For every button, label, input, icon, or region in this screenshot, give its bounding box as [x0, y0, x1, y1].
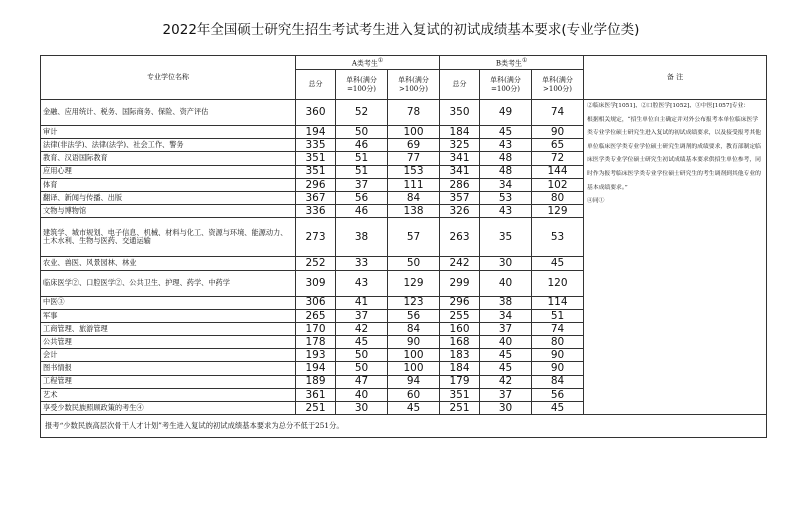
score-b-total: 160 — [440, 322, 480, 335]
score-a-single100: 52 — [336, 100, 388, 126]
group-b-header: B类考生① — [440, 56, 584, 70]
score-a-total: 306 — [296, 296, 336, 309]
score-a-single100: 41 — [336, 296, 388, 309]
score-b-single-over100: 120 — [532, 270, 584, 296]
subject-cell: 应用心理 — [41, 165, 296, 178]
score-a-single100: 40 — [336, 388, 388, 401]
score-a-total: 251 — [296, 402, 336, 415]
score-b-single-over100: 65 — [532, 139, 584, 152]
score-a-single100: 50 — [336, 126, 388, 139]
score-b-single-over100: 80 — [532, 191, 584, 204]
score-a-total: 361 — [296, 388, 336, 401]
subject-cell: 会计 — [41, 349, 296, 362]
score-a-single100: 47 — [336, 375, 388, 388]
score-b-total: 341 — [440, 165, 480, 178]
score-b-single100: 37 — [480, 322, 532, 335]
score-b-single100: 30 — [480, 257, 532, 270]
score-b-total: 299 — [440, 270, 480, 296]
score-a-single-over100: 94 — [388, 375, 440, 388]
score-a-total: 252 — [296, 257, 336, 270]
score-table — [40, 55, 767, 438]
score-a-single100: 46 — [336, 205, 388, 218]
score-a-total: 335 — [296, 139, 336, 152]
score-b-single-over100: 114 — [532, 296, 584, 309]
score-a-total: 273 — [296, 218, 336, 257]
score-a-single-over100: 60 — [388, 388, 440, 401]
score-a-total: 351 — [296, 165, 336, 178]
table-row — [41, 100, 767, 126]
score-b-total: 184 — [440, 362, 480, 375]
score-b-total: 179 — [440, 375, 480, 388]
score-a-single100: 50 — [336, 349, 388, 362]
score-b-total: 296 — [440, 296, 480, 309]
score-a-single100: 33 — [336, 257, 388, 270]
score-a-single-over100: 100 — [388, 126, 440, 139]
score-a-single100: 51 — [336, 165, 388, 178]
score-b-single-over100: 84 — [532, 375, 584, 388]
score-b-single100: 45 — [480, 126, 532, 139]
score-b-single-over100: 74 — [532, 322, 584, 335]
score-a-total: 367 — [296, 191, 336, 204]
subject-cell: 图书情报 — [41, 362, 296, 375]
score-a-total: 193 — [296, 349, 336, 362]
score-a-single-over100: 84 — [388, 191, 440, 204]
score-a-single-over100: 78 — [388, 100, 440, 126]
score-a-total: 296 — [296, 178, 336, 191]
score-a-single100: 46 — [336, 139, 388, 152]
score-a-total: 194 — [296, 362, 336, 375]
subject-cell: 工程管理 — [41, 375, 296, 388]
score-b-single-over100: 72 — [532, 152, 584, 165]
score-b-total: 286 — [440, 178, 480, 191]
score-b-single100: 42 — [480, 375, 532, 388]
b-single-over100-header: 单科(满分>100分) — [532, 70, 584, 100]
remarks-header: 备 注 — [584, 56, 767, 100]
subject-cell: 金融、应用统计、税务、国际商务、保险、资产评估 — [41, 100, 296, 126]
score-b-single100: 35 — [480, 218, 532, 257]
b-total-header: 总分 — [440, 70, 480, 100]
footnote: 报考“少数民族高层次骨干人才计划”考生进入复试的初试成绩基本要求为总分不低于251分。 — [41, 415, 767, 438]
score-a-total: 194 — [296, 126, 336, 139]
subject-cell: 教育、汉语国际教育 — [41, 152, 296, 165]
a-single100-header: 单科(满分=100分) — [336, 70, 388, 100]
subject-cell: 农业、兽医、风景园林、林业 — [41, 257, 296, 270]
score-b-single100: 48 — [480, 152, 532, 165]
score-b-total: 351 — [440, 388, 480, 401]
subject-header: 专业学位名称 — [41, 56, 296, 100]
score-b-total: 350 — [440, 100, 480, 126]
subject-cell: 艺术 — [41, 388, 296, 401]
remarks-cell: ②临床医学[1051]、②口腔医学[1052]、③中医[1057]专业： 根据相关规定，“招生单位自主确定并对外公布报考本单位临床医学类专业学位硕士研究生进入复试的初试成绩要求，以及接受报考其他单位临床医学类专业学位硕士研究生调剂的成绩要求，教育部制定临床医学类专业学位硕士研究生初试成绩基本要求供招生单位参考，同时作为报考临床医学类专业学位硕士研究生的考生调剂到其他专业的基本成绩要求。” ④同① — [584, 100, 767, 415]
score-b-single-over100: 51 — [532, 309, 584, 322]
score-a-single-over100: 123 — [388, 296, 440, 309]
subject-cell: 体育 — [41, 178, 296, 191]
score-b-single-over100: 144 — [532, 165, 584, 178]
score-a-total: 336 — [296, 205, 336, 218]
score-a-single100: 30 — [336, 402, 388, 415]
score-a-single-over100: 100 — [388, 349, 440, 362]
score-a-single-over100: 45 — [388, 402, 440, 415]
score-a-single-over100: 77 — [388, 152, 440, 165]
subject-cell: 翻译、新闻与传播、出版 — [41, 191, 296, 204]
subject-cell: 公共管理 — [41, 336, 296, 349]
score-b-single100: 30 — [480, 402, 532, 415]
subject-cell: 临床医学②、口腔医学②、公共卫生、护理、药学、中药学 — [41, 270, 296, 296]
score-b-single100: 45 — [480, 349, 532, 362]
score-b-total: 341 — [440, 152, 480, 165]
page-title: 2022年全国硕士研究生招生考试考生进入复试的初试成绩基本要求(专业学位类) — [162, 22, 640, 38]
score-b-single100: 53 — [480, 191, 532, 204]
score-b-single-over100: 56 — [532, 388, 584, 401]
score-a-single100: 37 — [336, 309, 388, 322]
score-a-single100: 56 — [336, 191, 388, 204]
score-b-total: 184 — [440, 126, 480, 139]
score-a-single-over100: 138 — [388, 205, 440, 218]
score-a-single-over100: 57 — [388, 218, 440, 257]
subject-cell: 建筑学、城市规划、电子信息、机械、材料与化工、资源与环境、能源动力、土木水利、生物与医药、交通运输 — [41, 218, 296, 257]
score-b-single100: 43 — [480, 139, 532, 152]
subject-cell: 工商管理、旅游管理 — [41, 322, 296, 335]
score-a-single-over100: 84 — [388, 322, 440, 335]
score-a-total: 309 — [296, 270, 336, 296]
subject-cell: 军事 — [41, 309, 296, 322]
score-a-single-over100: 50 — [388, 257, 440, 270]
score-b-single-over100: 90 — [532, 349, 584, 362]
score-b-single-over100: 45 — [532, 402, 584, 415]
score-a-total: 351 — [296, 152, 336, 165]
subject-cell: 文物与博物馆 — [41, 205, 296, 218]
score-b-single-over100: 80 — [532, 336, 584, 349]
score-b-total: 168 — [440, 336, 480, 349]
score-b-total: 326 — [440, 205, 480, 218]
score-a-single-over100: 111 — [388, 178, 440, 191]
score-b-single-over100: 90 — [532, 126, 584, 139]
subject-cell: 中医③ — [41, 296, 296, 309]
score-b-total: 357 — [440, 191, 480, 204]
score-a-total: 360 — [296, 100, 336, 126]
score-a-single-over100: 153 — [388, 165, 440, 178]
score-b-single100: 34 — [480, 178, 532, 191]
score-b-single-over100: 90 — [532, 362, 584, 375]
score-b-single100: 49 — [480, 100, 532, 126]
score-b-total: 325 — [440, 139, 480, 152]
score-b-total: 251 — [440, 402, 480, 415]
score-a-single100: 45 — [336, 336, 388, 349]
score-b-single100: 40 — [480, 270, 532, 296]
group-a-header: A类考生① — [296, 56, 440, 70]
score-b-single100: 45 — [480, 362, 532, 375]
score-a-single-over100: 100 — [388, 362, 440, 375]
score-a-single100: 43 — [336, 270, 388, 296]
score-a-single100: 42 — [336, 322, 388, 335]
score-b-total: 263 — [440, 218, 480, 257]
score-a-total: 189 — [296, 375, 336, 388]
score-a-single100: 37 — [336, 178, 388, 191]
score-a-total: 170 — [296, 322, 336, 335]
a-single-over100-header: 单科(满分>100分) — [388, 70, 440, 100]
score-b-single-over100: 45 — [532, 257, 584, 270]
score-a-single100: 38 — [336, 218, 388, 257]
score-a-single-over100: 69 — [388, 139, 440, 152]
score-b-single100: 37 — [480, 388, 532, 401]
score-b-single100: 48 — [480, 165, 532, 178]
score-b-single100: 38 — [480, 296, 532, 309]
score-a-single-over100: 90 — [388, 336, 440, 349]
score-a-single100: 50 — [336, 362, 388, 375]
score-b-single-over100: 129 — [532, 205, 584, 218]
score-b-single100: 40 — [480, 336, 532, 349]
score-a-total: 265 — [296, 309, 336, 322]
score-b-single100: 43 — [480, 205, 532, 218]
score-b-single-over100: 102 — [532, 178, 584, 191]
b-single100-header: 单科(满分=100分) — [480, 70, 532, 100]
subject-cell: 审计 — [41, 126, 296, 139]
score-a-single-over100: 56 — [388, 309, 440, 322]
score-b-total: 183 — [440, 349, 480, 362]
score-b-total: 255 — [440, 309, 480, 322]
score-b-total: 242 — [440, 257, 480, 270]
score-b-single100: 34 — [480, 309, 532, 322]
score-a-single100: 51 — [336, 152, 388, 165]
score-b-single-over100: 74 — [532, 100, 584, 126]
a-total-header: 总分 — [296, 70, 336, 100]
score-a-total: 178 — [296, 336, 336, 349]
score-b-single-over100: 53 — [532, 218, 584, 257]
score-a-single-over100: 129 — [388, 270, 440, 296]
subject-cell: 法律(非法学)、法律(法学)、社会工作、警务 — [41, 139, 296, 152]
subject-cell: 享受少数民族照顾政策的考生④ — [41, 402, 296, 415]
